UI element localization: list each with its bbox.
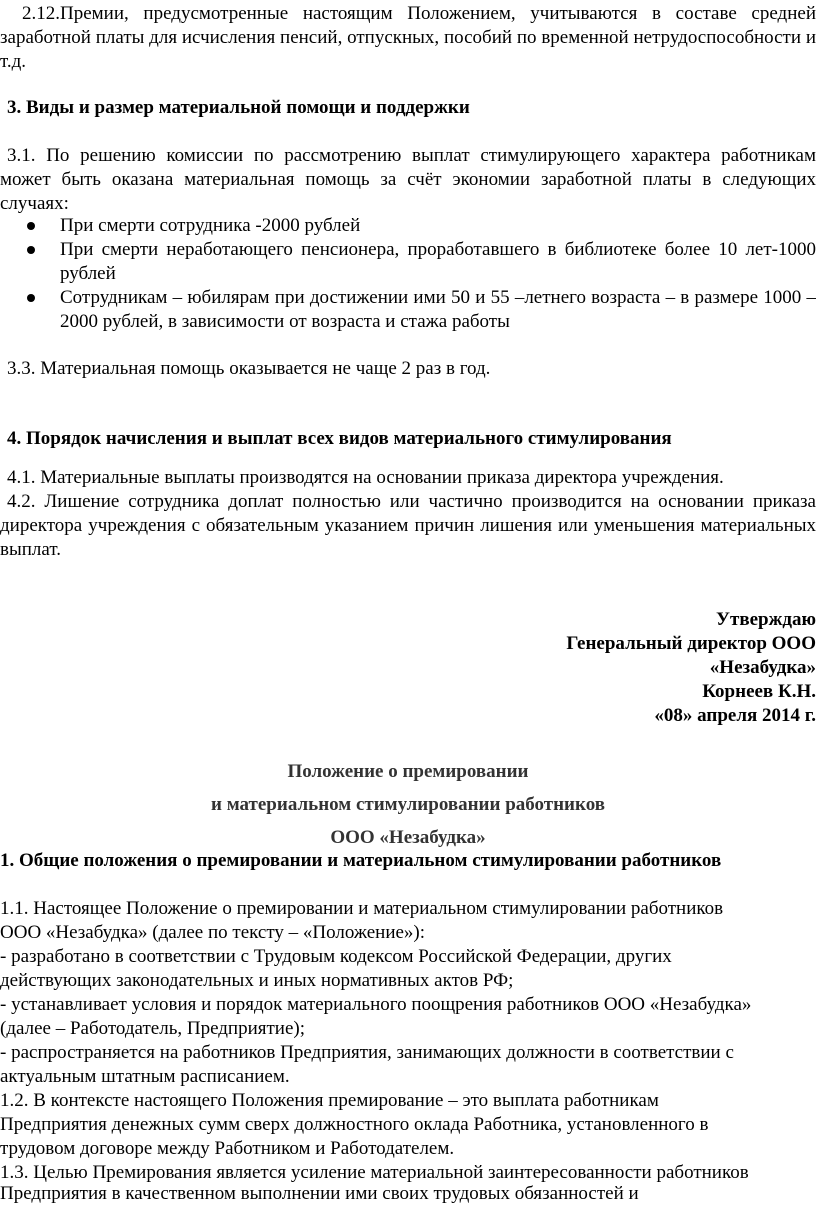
text-line: актуальным штатным расписанием.: [0, 1066, 290, 1087]
aid-cases-list: [0, 214, 816, 334]
bullet-icon: [27, 246, 35, 254]
paragraph-2-12: 2.12.Премии, предусмотренные настоящим Положением, учитываются в составе средней заработной платы для исчисления пенсий, отпускных, пособий по временной нетрудоспособности и т.д.: [0, 3, 816, 72]
approval-line: Корнеев К.Н.: [702, 681, 816, 702]
paragraph-4-2: 4.2. Лишение сотрудника доплат полностью или частично производится на основании приказа директора учреждения с обязательным указанием причин лишения или уменьшения материальных выплат.: [0, 491, 816, 560]
document-subtitle: и материальном стимулировании работников: [211, 794, 605, 815]
approval-line: «Незабудка»: [709, 657, 816, 678]
approval-block: [0, 608, 816, 728]
section-3-heading: 3. Виды и размер материальной помощи и поддержки: [7, 97, 470, 118]
text-line: 1.3. Целью Премирования является усиление материальной заинтересованности работников: [0, 1162, 749, 1183]
paragraph-3-3: 3.3. Материальная помощь оказывается не чаще 2 раз в год.: [7, 358, 491, 379]
text-line: 1.2. В контексте настоящего Положения премирование – это выплата работникам: [0, 1090, 659, 1111]
list-item: Сотрудникам – юбилярам при достижении ими 50 и 55 –летнего возраста – в размере 1000 – 2000 рублей, в зависимости от возраста и стажа работы: [0, 286, 816, 334]
text-line: - устанавливает условия и порядок материального поощрения работников ООО «Незабудка»: [0, 994, 752, 1015]
list-item: При смерти сотрудника -2000 рублей: [0, 214, 816, 238]
paragraph-4-1: 4.1. Материальные выплаты производятся на основании приказа директора учреждения.: [7, 467, 724, 488]
section-4-heading: 4. Порядок начисления и выплат всех видов материального стимулирования: [7, 428, 672, 449]
text-line: Предприятия денежных сумм сверх должностного оклада Работника, установленного в: [0, 1114, 709, 1135]
list-item: При смерти неработающего пенсионера, проработавшего в библиотеке более 10 лет-1000 рублей: [0, 238, 816, 286]
paragraph-3-1: 3.1. По решению комиссии по рассмотрению выплат стимулирующего характера работникам может быть оказана материальная помощь за счёт экономии заработной платы в следующих случаях:: [0, 145, 816, 214]
general-provisions-heading: 1. Общие положения о премировании и материальном стимулировании работников: [0, 850, 722, 871]
company-name: ООО «Незабудка»: [330, 827, 486, 848]
text-line: - разработано в соответствии с Трудовым кодексом Российской Федерации, других: [0, 946, 672, 967]
text-line: - распространяется на работников Предприятия, занимающих должности в соответствии с: [0, 1042, 734, 1063]
text-line: Предприятия в качественном выполнении ими своих трудовых обязанностей и: [0, 1183, 639, 1204]
text-line: трудовом договоре между Работником и Работодателем.: [0, 1138, 455, 1159]
approval-line: «08» апреля 2014 г.: [654, 705, 816, 726]
document-title: Положение о премировании: [287, 761, 529, 782]
bullet-icon: [27, 294, 35, 302]
text-line: 1.1. Настоящее Положение о премировании и материальном стимулировании работников: [0, 898, 724, 919]
approval-line: Утверждаю: [716, 609, 816, 630]
text-line: (далее – Работодатель, Предприятие);: [0, 1018, 306, 1039]
text-line: действующих законодательных и иных нормативных актов РФ;: [0, 970, 514, 991]
bullet-icon: [27, 222, 35, 230]
approval-line: Генеральный директор ООО: [566, 633, 816, 654]
text-line: ООО «Незабудка» (далее по тексту – «Положение»):: [0, 922, 426, 943]
